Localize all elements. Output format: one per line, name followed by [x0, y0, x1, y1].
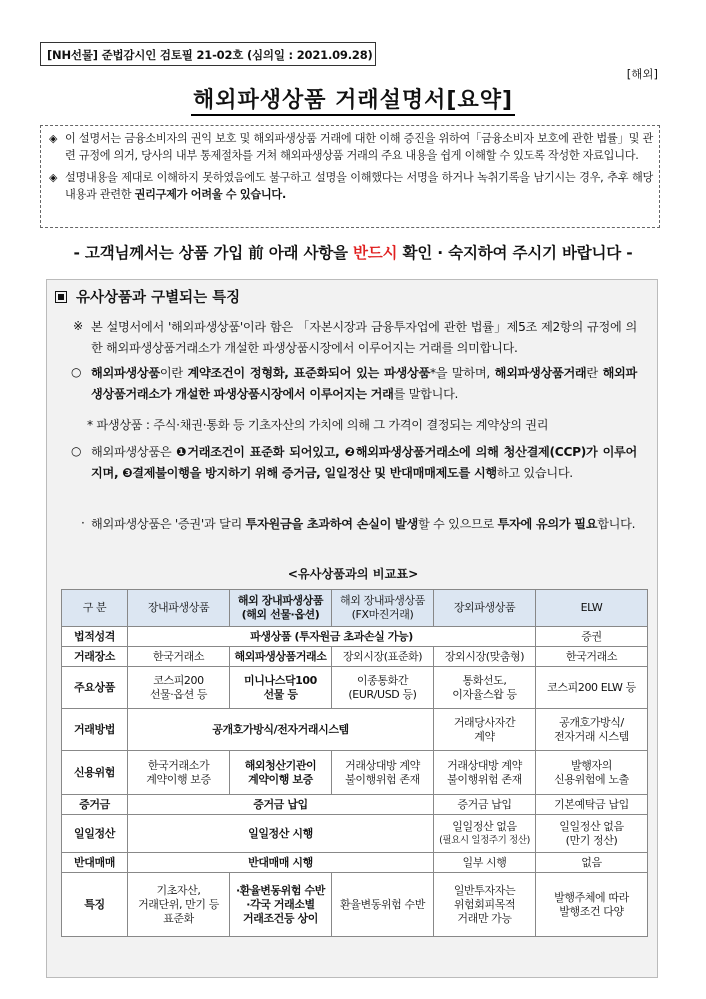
p2-c: 계약조건이 정형화, 표준화되어 있는 파생상품 — [187, 366, 430, 380]
header-elw: ELW — [536, 590, 648, 627]
cell-settle-5: 일일정산 없음 (만기 정산) — [536, 815, 648, 853]
row-label-credit: 신용위험 — [62, 751, 128, 795]
cell-venue-3: 장외시장(표준화) — [332, 647, 434, 667]
notice-text-1: 이 설명서는 금융소비자의 권익 보호 및 해외파생상품 거래에 대한 이해 증진을 위하여「금융소비자 보호에 관한 법률」및 관련 규정에 의거, 당사의 내부 통제절차를 거쳐 해외파생상품 거래의 주요 내용을 쉽게 이해할 수 있도록 작성한 자료입니다. — [65, 132, 653, 162]
confirmation-banner — [0, 241, 706, 263]
row-label-reverse-trade: 반대매매 — [62, 853, 128, 873]
notice-text-2-a: 설명내용을 제대로 이해하지 못하였음에도 불구하고 설명을 이해했다는 서명을 하거나 녹취기록을 남기시는 경우, 추후 해당 내용과 관련한 — [65, 171, 653, 201]
product-paragraph — [91, 363, 637, 405]
p4-b: ❶거래조건이 표준화 되어있고, ❷해외파생상품거래소에 의해 청산결제(CCP)가 이루어지며, ❸결제불이행을 방지하기 위해 증거금, 일일정산 및 반대매매제도를 시행 — [91, 445, 637, 480]
cell-products-3: 이종통화간 (EUR/USD 등) — [332, 667, 434, 709]
table-row — [62, 627, 648, 647]
p5-a: 해외파생상품은 '증권'과 달리 — [91, 517, 246, 531]
p4-a: 해외파생상품은 — [91, 445, 177, 459]
cell-products-1: 코스피200 선물·옵션 등 — [128, 667, 230, 709]
diamond-bullet-icon: ◈ — [49, 132, 58, 145]
section-heading — [55, 286, 240, 307]
regulation-review-box: [NH선물] 준법감시인 검토필 21-02호 (심의일 : 2021.09.28) — [40, 42, 376, 66]
p2-g: 해외파생상품거래소가 개설한 파생상품시장에서 이루어지는 거래 — [91, 366, 637, 401]
p5-e: 합니다. — [597, 517, 636, 531]
cell-venue-2: 해외파생상품거래소 — [230, 647, 332, 667]
cell-credit-4: 거래상대방 계약 불이행위험 존재 — [434, 751, 536, 795]
cell-settle-4-a: 일일정산 없음 — [452, 819, 517, 833]
row-label-products: 주요상품 — [62, 667, 128, 709]
table-row — [62, 667, 648, 709]
cell-method-merged: 공개호가방식/전자거래시스템 — [128, 709, 434, 751]
notice-text-2 — [65, 169, 653, 203]
cell-reverse-4: 일부 시행 — [434, 853, 536, 873]
p4-c: 하고 있습니다. — [496, 466, 573, 480]
document-title — [0, 83, 706, 114]
header-category: 구 분 — [62, 590, 128, 627]
features-paragraph — [91, 442, 637, 484]
cell-settle-4-b: (필요시 일정주기 정산) — [439, 834, 530, 846]
notice-item-1 — [49, 130, 653, 164]
cell-venue-1: 한국거래소 — [128, 647, 230, 667]
cell-features-2: ·환율변동위험 수반 ·각국 거래소별 거래조건등 상이 — [230, 873, 332, 937]
banner-emphasis: 반드시 — [353, 244, 398, 262]
row-label-method: 거래방법 — [62, 709, 128, 751]
p5-b: 투자원금을 초과하여 손실이 발생 — [245, 517, 418, 531]
risk-paragraph — [91, 514, 637, 535]
header-exchange-derivatives: 장내파생상품 — [128, 590, 230, 627]
cell-margin-4: 증거금 납입 — [434, 795, 536, 815]
cell-features-1: 기초자산, 거래단위, 만기 등 표준화 — [128, 873, 230, 937]
table-row — [62, 751, 648, 795]
row-label-features: 특징 — [62, 873, 128, 937]
banner-text-c: 확인 · 숙지하여 주시기 바랍니다 - — [397, 244, 633, 262]
cell-products-4: 통화선도, 이자율스왑 등 — [434, 667, 536, 709]
p2-e: 해외파생상품거래 — [494, 366, 587, 380]
cell-reverse-merged: 반대매매 시행 — [128, 853, 434, 873]
cell-credit-3: 거래상대방 계약 불이행위험 존재 — [332, 751, 434, 795]
cell-legal-nature-merged: 파생상품 (투자원금 초과손실 가능) — [128, 627, 536, 647]
cell-products-5: 코스피200 ELW 등 — [536, 667, 648, 709]
p2-a: 해외파생상품 — [91, 366, 160, 380]
cell-credit-5: 발행자의 신용위험에 노출 — [536, 751, 648, 795]
table-row — [62, 815, 648, 853]
p2-h: 를 말합니다. — [393, 387, 459, 401]
cell-settle-4 — [434, 815, 536, 853]
cell-reverse-5: 없음 — [536, 853, 648, 873]
row-label-legal-nature: 법적성격 — [62, 627, 128, 647]
cell-credit-2: 해외청산기관이 계약이행 보증 — [230, 751, 332, 795]
row-label-daily-settlement: 일일정산 — [62, 815, 128, 853]
cell-products-2: 미니나스닥100 선물 등 — [230, 667, 332, 709]
dot-bullet-icon: · — [81, 516, 85, 530]
cell-features-5: 발행주체에 따라 발행조건 다양 — [536, 873, 648, 937]
comparison-table — [61, 589, 648, 937]
table-row — [62, 709, 648, 751]
header-fx-margin: 해외 장내파생상품 (FX마진거래) — [332, 590, 434, 627]
definition-paragraph: 본 설명서에서 '해외파생상품'이라 함은 「자본시장과 금융투자업에 관한 법률」제5조 제2항의 규정에 의한 해외파생상품거래소가 개설한 파생상품시장에서 이루어지는 거래를 의미합니다. — [91, 320, 637, 355]
cell-venue-4: 장외시장(맞춤형) — [434, 647, 536, 667]
p5-d: 투자에 유의가 필요 — [497, 517, 598, 531]
p2-b: 이란 — [159, 366, 188, 380]
notice-item-2 — [49, 169, 653, 203]
header-overseas-futures-options: 해외 장내파생상품 (해외 선물·옵션) — [230, 590, 332, 627]
circle-bullet-icon: ○ — [71, 365, 82, 379]
row-label-margin: 증거금 — [62, 795, 128, 815]
cell-margin-merged: 증거금 납입 — [128, 795, 434, 815]
derivative-footnote: * 파생상품 : 주식·채권·통화 등 기초자산의 가치에 의해 그 가격이 결정되는 계약상의 권리 — [87, 418, 549, 432]
feature-section — [46, 279, 658, 978]
row-label-venue: 거래장소 — [62, 647, 128, 667]
table-row — [62, 647, 648, 667]
section-heading-text: 유사상품과 구별되는 특징 — [76, 290, 241, 306]
table-row — [62, 873, 648, 937]
banner-text-a: - 고객님께서는 상품 가입 前 아래 사항을 — [73, 244, 354, 262]
note-mark: ※ — [73, 319, 84, 333]
cell-legal-nature-elw: 증권 — [536, 627, 648, 647]
header-otc-derivatives: 장외파생상품 — [434, 590, 536, 627]
table-header-row — [62, 590, 648, 627]
table-row — [62, 795, 648, 815]
table-row — [62, 853, 648, 873]
cell-venue-5: 한국거래소 — [536, 647, 648, 667]
cell-settle-merged: 일일정산 시행 — [128, 815, 434, 853]
p2-d: *을 말하며, — [429, 366, 495, 380]
cell-method-4: 거래당사자간 계약 — [434, 709, 536, 751]
notice-box — [40, 125, 660, 228]
cell-margin-5: 기본예탁금 납입 — [536, 795, 648, 815]
circle-bullet-icon: ○ — [71, 444, 82, 458]
cell-credit-1: 한국거래소가 계약이행 보증 — [128, 751, 230, 795]
square-bullet-icon — [55, 291, 67, 303]
comparison-table-title: <유사상품과의 비교표> — [287, 567, 419, 581]
p2-f: 란 — [586, 366, 603, 380]
p5-c: 할 수 있으므로 — [417, 517, 498, 531]
cell-features-3: 환율변동위험 수반 — [332, 873, 434, 937]
cell-features-4: 일반투자자는 위험회피목적 거래만 가능 — [434, 873, 536, 937]
document-title-text: 해외파생상품 거래설명서[요약] — [191, 88, 515, 116]
notice-text-2-emphasis: 권리구제가 어려울 수 있습니다. — [134, 188, 286, 201]
cell-method-5: 공개호가방식/ 전자거래 시스템 — [536, 709, 648, 751]
diamond-bullet-icon: ◈ — [49, 171, 58, 184]
category-tag: [해외] — [626, 67, 658, 81]
